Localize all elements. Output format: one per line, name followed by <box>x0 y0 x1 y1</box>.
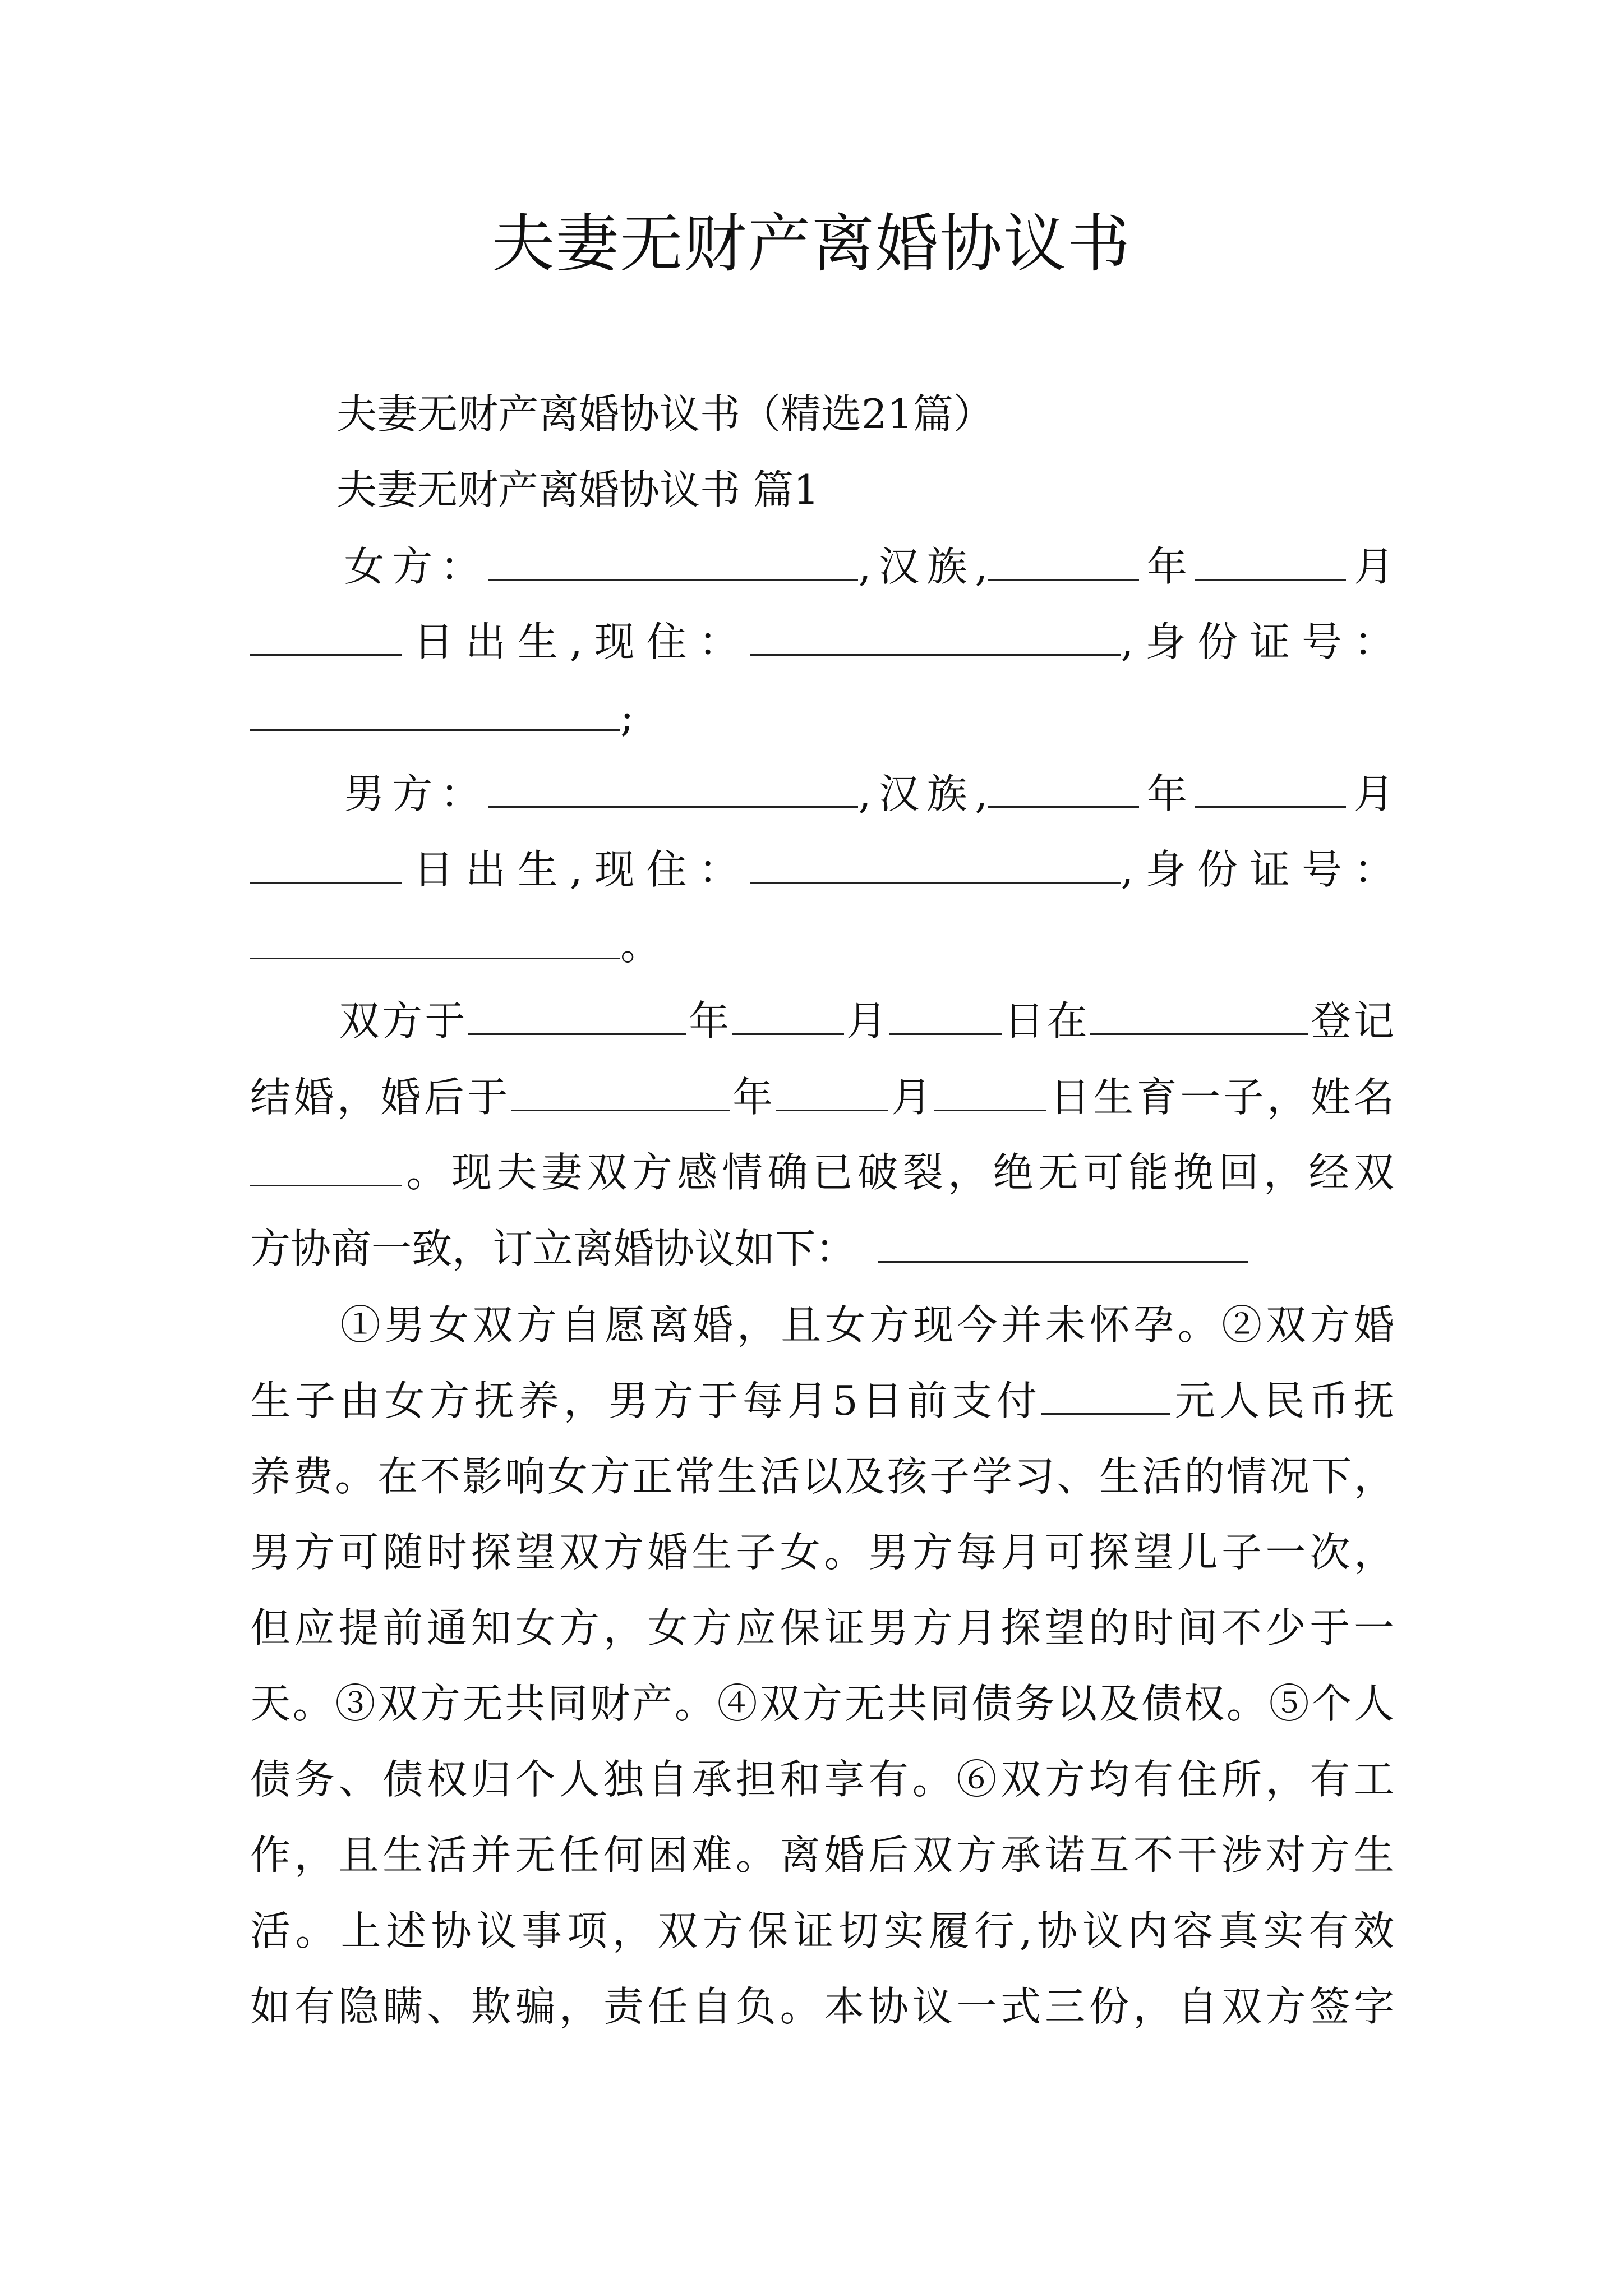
para1-text: 。现夫妻双方感情确已破裂，绝无可能挽回，经双 <box>402 1149 1394 1196</box>
para1-text: 结婚，婚后于 <box>250 1074 511 1121</box>
para1-text: 双方于 <box>336 997 468 1045</box>
para1-line-3 <box>250 1144 1394 1200</box>
female-month-blank[interactable] <box>1195 542 1346 581</box>
support-amount-blank[interactable] <box>1041 1376 1170 1415</box>
child-year-blank[interactable] <box>511 1073 730 1111</box>
para2-line-6: 天。③双方无共同财产。④双方无共同债务以及债权。⑤个人 <box>250 1680 1394 1727</box>
female-end: ; <box>620 693 634 740</box>
male-month-blank[interactable] <box>1195 769 1346 808</box>
marriage-day-blank[interactable] <box>889 996 1002 1035</box>
para1-line-2 <box>250 1069 1394 1125</box>
para1-text: 日生育一子，姓名 <box>1046 1074 1394 1121</box>
male-month-label: 月 <box>1346 770 1394 817</box>
agreement-blank[interactable] <box>878 1224 1248 1263</box>
marriage-year-blank[interactable] <box>468 996 686 1035</box>
section-heading: 夫妻无财产离婚协议书 篇1 <box>336 466 819 513</box>
para2-line-8: 作，且生活并无任何困难。离婚后双方承诺互不干涉对方生 <box>250 1832 1394 1879</box>
male-line-3 <box>250 917 661 973</box>
female-id-label: ,身份证号： <box>1121 618 1394 665</box>
marriage-month-blank[interactable] <box>732 996 844 1035</box>
para2-line-7: 债务、债权归个人独自承担和享有。⑥双方均有住所，有工 <box>250 1756 1394 1803</box>
para1-line-1 <box>250 993 1394 1049</box>
female-line-1 <box>250 539 1394 595</box>
female-id-blank[interactable] <box>250 692 620 731</box>
document-title: 夫妻无财产离婚协议书 <box>492 208 1131 280</box>
para2-text: 元人民币抚 <box>1170 1377 1394 1424</box>
male-year-label: 年 <box>1139 770 1195 817</box>
male-born-label: 日出生,现住： <box>402 846 751 893</box>
para2-text: ①男女双方自愿离婚，且女方现今并未怀孕。②双方婚 <box>336 1301 1394 1349</box>
male-day-blank[interactable] <box>250 845 402 884</box>
male-id-blank[interactable] <box>250 921 620 959</box>
para2-text: 生子由女方抚养，男方于每月5日前支付 <box>250 1377 1041 1424</box>
male-line-1 <box>250 766 1394 822</box>
male-label: 男方： <box>336 770 488 817</box>
para1-text: 年 <box>729 1074 776 1121</box>
para1-text: 年 <box>686 997 732 1045</box>
child-name-blank[interactable] <box>250 1148 402 1186</box>
female-born-label: 日出生,现住： <box>402 618 751 665</box>
female-day-blank[interactable] <box>250 617 402 656</box>
document-subtitle: 夫妻无财产离婚协议书（精选21篇） <box>336 390 994 438</box>
male-end: 。 <box>620 922 661 969</box>
female-name-blank[interactable] <box>488 542 858 581</box>
para1-text: 日在 <box>1001 997 1090 1045</box>
female-line-3 <box>250 689 634 745</box>
para2-line-10: 如有隐瞒、欺骗，责任自负。本协议一式三份，自双方签字 <box>250 1983 1394 2030</box>
para1-text: 登记 <box>1308 997 1394 1045</box>
female-ethnic: ,汉族, <box>858 543 988 590</box>
male-address-blank[interactable] <box>750 845 1121 884</box>
female-month-label: 月 <box>1346 543 1394 590</box>
para1-line-4 <box>250 1221 1248 1277</box>
male-year-blank[interactable] <box>988 769 1139 808</box>
female-year-label: 年 <box>1139 543 1195 590</box>
para2-line-1 <box>250 1297 1394 1353</box>
female-line-2 <box>250 614 1394 670</box>
child-day-blank[interactable] <box>934 1073 1046 1111</box>
para2-line-3: 养费。在不影响女方正常生活以及孩子学习、生活的情况下， <box>250 1453 1394 1500</box>
para1-text: 月 <box>888 1074 935 1121</box>
para2-line-5: 但应提前通知女方，女方应保证男方月探望的时间不少于一 <box>250 1604 1394 1651</box>
para2-line-4: 男方可随时探望双方婚生子女。男方每月可探望儿子一次， <box>250 1529 1394 1576</box>
female-label: 女方： <box>336 543 488 590</box>
male-ethnic: ,汉族, <box>858 770 988 817</box>
para1-text: 方协商一致，订立离婚协议如下： <box>250 1225 856 1272</box>
para2-line-2 <box>250 1373 1394 1429</box>
child-month-blank[interactable] <box>776 1073 888 1111</box>
male-line-2 <box>250 841 1394 898</box>
para1-text: 月 <box>843 997 889 1045</box>
female-year-blank[interactable] <box>988 542 1139 581</box>
female-address-blank[interactable] <box>750 617 1121 656</box>
male-id-label: ,身份证号： <box>1121 846 1394 893</box>
marriage-place-blank[interactable] <box>1090 996 1308 1035</box>
para2-line-9: 活。上述协议事项，双方保证切实履行,协议内容真实有效 <box>250 1907 1394 1954</box>
male-name-blank[interactable] <box>488 769 858 808</box>
